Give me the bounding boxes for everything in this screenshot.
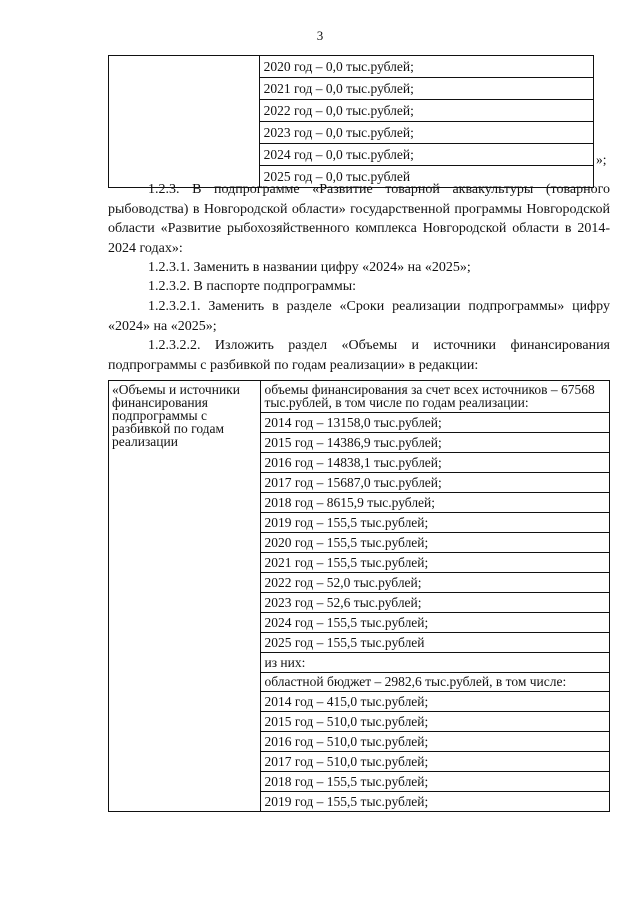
funding-section-title: «Объемы и источники финансирования подпрограммы с разбивкой по годам реализации	[112, 382, 240, 449]
paragraph-1-2-3-1: 1.2.3.1. Заменить в названии цифру «2024» на «2025»;	[148, 260, 471, 275]
table-row: 2017 год – 510,0 тыс.рублей;	[261, 752, 610, 772]
closing-quote: »;	[596, 152, 607, 167]
funding-table-continuation	[108, 55, 594, 188]
table-row: 2022 год – 52,0 тыс.рублей;	[261, 573, 610, 593]
table-row: 2019 год – 155,5 тыс.рублей;	[264, 794, 429, 809]
table-row: из них:	[261, 653, 610, 673]
table-row: 2014 год – 13158,0 тыс.рублей;	[261, 413, 610, 433]
table-row: 2020 год – 155,5 тыс.рублей;	[261, 533, 610, 553]
table-values-cell	[260, 381, 610, 812]
table-row: объемы финансирования за счет всех источников – 67568 тыс.рублей, в том числе по годам реализации:	[261, 381, 610, 413]
table-row: 2017 год – 15687,0 тыс.рублей;	[261, 473, 610, 493]
table-row: 2021 год – 155,5 тыс.рублей;	[261, 553, 610, 573]
table-row: областной бюджет – 2982,6 тыс.рублей, в том числе:	[261, 673, 610, 692]
paragraph-1-2-3: 1.2.3. В подпрограмме «Развитие товарной аквакультуры (товарного рыбоводства) в Новгородской области» государственной программы Новгородской области «Развитие рыбохозяйственного комплекса Новгородской области в 2014-2024 годах»:	[108, 182, 610, 256]
table-row: 2014 год – 415,0 тыс.рублей;	[261, 692, 610, 712]
table-row: 2020 год – 0,0 тыс.рублей;	[260, 56, 593, 78]
table-header-cell	[109, 381, 261, 812]
table-row: 2022 год – 0,0 тыс.рублей;	[260, 100, 593, 122]
table-row: 2019 год – 155,5 тыс.рублей;	[261, 513, 610, 533]
page-number: 3	[316, 28, 324, 43]
paragraph-1-2-3-2: 1.2.3.2. В паспорте подпрограммы:	[148, 279, 357, 294]
table-row: 2016 год – 14838,1 тыс.рублей;	[261, 453, 610, 473]
table-row: 2021 год – 0,0 тыс.рублей;	[260, 78, 593, 100]
table-row: 2015 год – 14386,9 тыс.рублей;	[261, 433, 610, 453]
table-row: 2025 год – 0,0 тыс.рублей	[263, 169, 411, 184]
table-row: 2023 год – 52,6 тыс.рублей;	[261, 593, 610, 613]
paragraph-1-2-3-2-2: 1.2.3.2.2. Изложить раздел «Объемы и источники финансирования подпрограммы с разбивкой по годам реализации» в редакции:	[108, 338, 610, 373]
table-row: 2015 год – 510,0 тыс.рублей;	[261, 712, 610, 732]
table-row: 2023 год – 0,0 тыс.рублей;	[260, 122, 593, 144]
table-row: 2024 год – 155,5 тыс.рублей;	[261, 613, 610, 633]
table-row: 2016 год – 510,0 тыс.рублей;	[261, 732, 610, 752]
table-empty-cell	[109, 56, 260, 188]
paragraph-1-2-3-2-1: 1.2.3.2.1. Заменить в разделе «Сроки реализации подпрограммы» цифру «2024» на «2025»;	[108, 299, 610, 334]
table-row: 2025 год – 155,5 тыс.рублей	[261, 633, 610, 653]
funding-table	[108, 380, 610, 812]
table-row: 2018 год – 155,5 тыс.рублей;	[261, 772, 610, 792]
table-row: 2024 год – 0,0 тыс.рублей;	[260, 144, 593, 166]
table-row: 2018 год – 8615,9 тыс.рублей;	[261, 493, 610, 513]
table-values-cell	[259, 56, 593, 188]
